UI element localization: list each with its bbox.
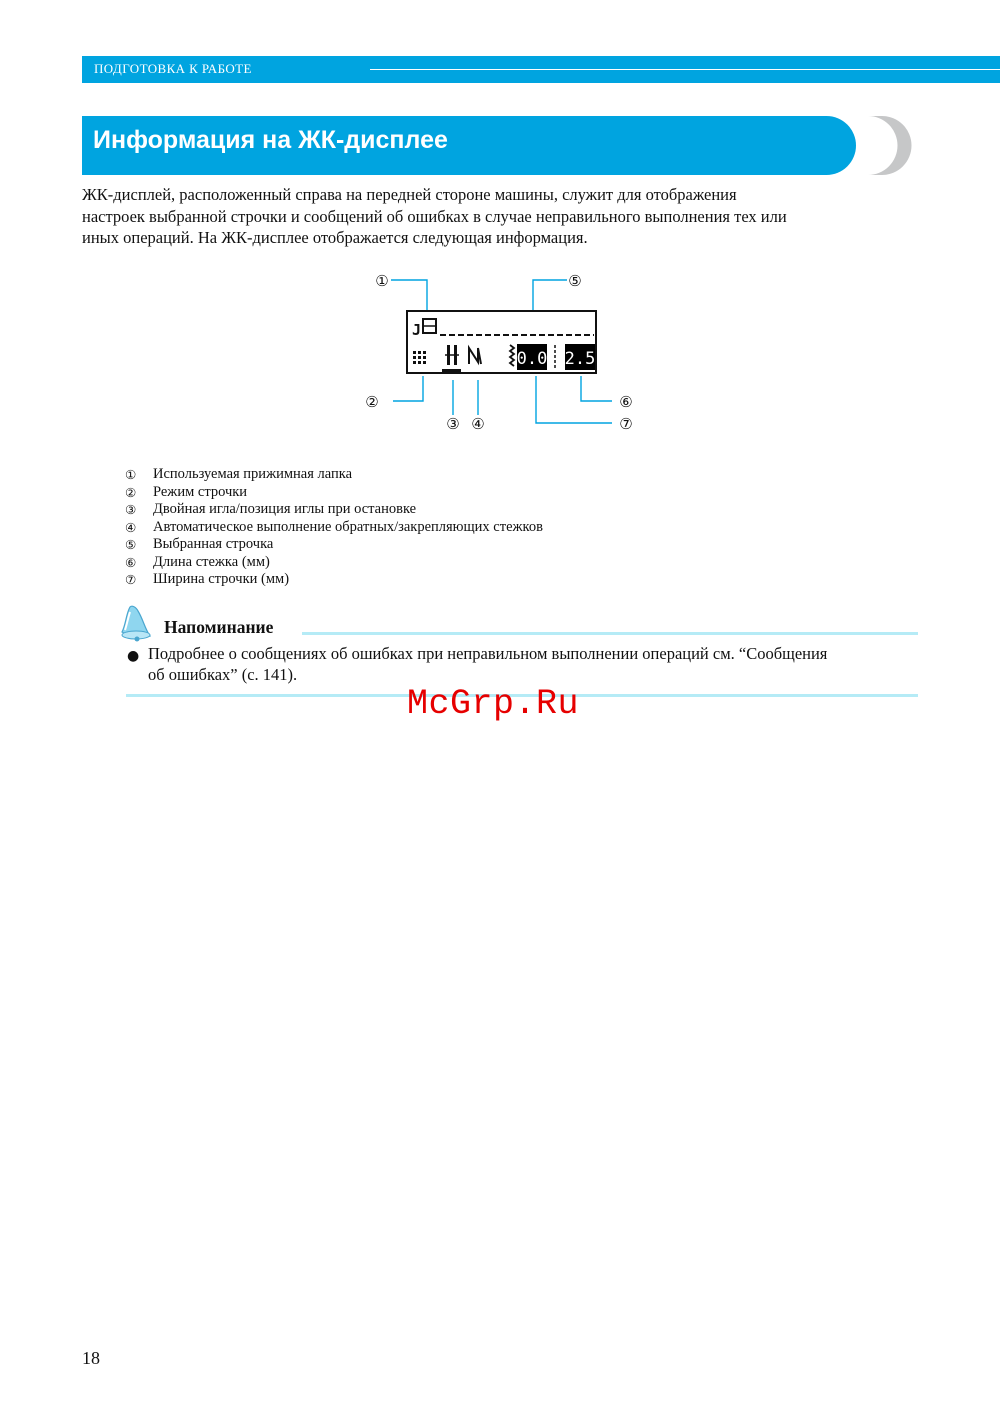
legend-number: ⑤ [125,537,137,552]
width-value: 0.0 [516,349,548,369]
callout-3: ③ [446,415,460,433]
callout-5: ⑤ [568,272,582,290]
legend-number: ③ [125,502,137,517]
legend-item [125,536,543,554]
section-header-band [82,56,1000,83]
page-title: Информация на ЖК-дисплее [93,126,448,154]
legend-text: Используемая прижимная лапка [153,466,353,482]
legend-number: ④ [125,519,137,535]
legend-text: Автоматическое выполнение обратных/закрепляющих стежков [153,518,543,535]
legend-item [125,484,543,502]
intro-line: настроек выбранной строчки и сообщений об ошибках в случае неправильного выполнения тех или [82,206,787,226]
title-decoration-icon [834,116,912,175]
legend-text: Выбранная строчка [153,536,274,552]
intro-line: иных операций. На ЖК-дисплее отображается следующая информация. [82,228,588,247]
memo-text [148,643,923,685]
legend-item [125,466,543,484]
watermark: McGrp.Ru [407,684,580,724]
legend-text: Ширина строчки (мм) [153,571,290,587]
intro-line: ЖК-дисплей, расположенный справа на передней стороне машины, служит для отображения [82,185,737,204]
foot-code: J [412,321,422,339]
legend-number: ⑥ [125,554,137,570]
legend-text: Режим строчки [153,483,248,500]
legend-list [125,466,543,589]
legend-number: ② [125,484,137,500]
intro-paragraph [82,184,922,249]
legend-item [125,571,543,589]
lcd-diagram [350,265,650,440]
memo-title: Напоминание [164,617,274,637]
legend-item [125,519,543,537]
legend-text: Длина стежка (мм) [153,553,270,570]
callout-7: ⑦ [619,415,633,433]
memo-line: об ошибках” (с. 141). [148,665,298,684]
legend-item [125,501,543,519]
length-value: 2.5 [564,349,596,369]
legend-number: ⑦ [125,572,137,587]
memo-line: Подробнее о сообщениях об ошибках при неправильном выполнении операций см. “Сообщения [148,644,828,663]
legend-text: Двойная игла/позиция иглы при остановке [153,501,417,517]
bell-icon [116,604,158,642]
memo-bullet: ● [127,648,140,664]
legend-number: ① [125,467,137,482]
memo-top-rule [302,632,918,635]
legend-item [125,554,543,572]
callout-1: ① [375,272,389,290]
section-header-rule [370,69,1000,70]
callout-4: ④ [471,415,485,433]
section-header-label: ПОДГОТОВКА К РАБОТЕ [94,61,252,76]
page-number: 18 [82,1348,100,1368]
callout-6: ⑥ [619,393,633,411]
stitch-mode-icon [413,351,426,364]
title-bar [82,116,856,175]
callout-2: ② [365,393,379,411]
